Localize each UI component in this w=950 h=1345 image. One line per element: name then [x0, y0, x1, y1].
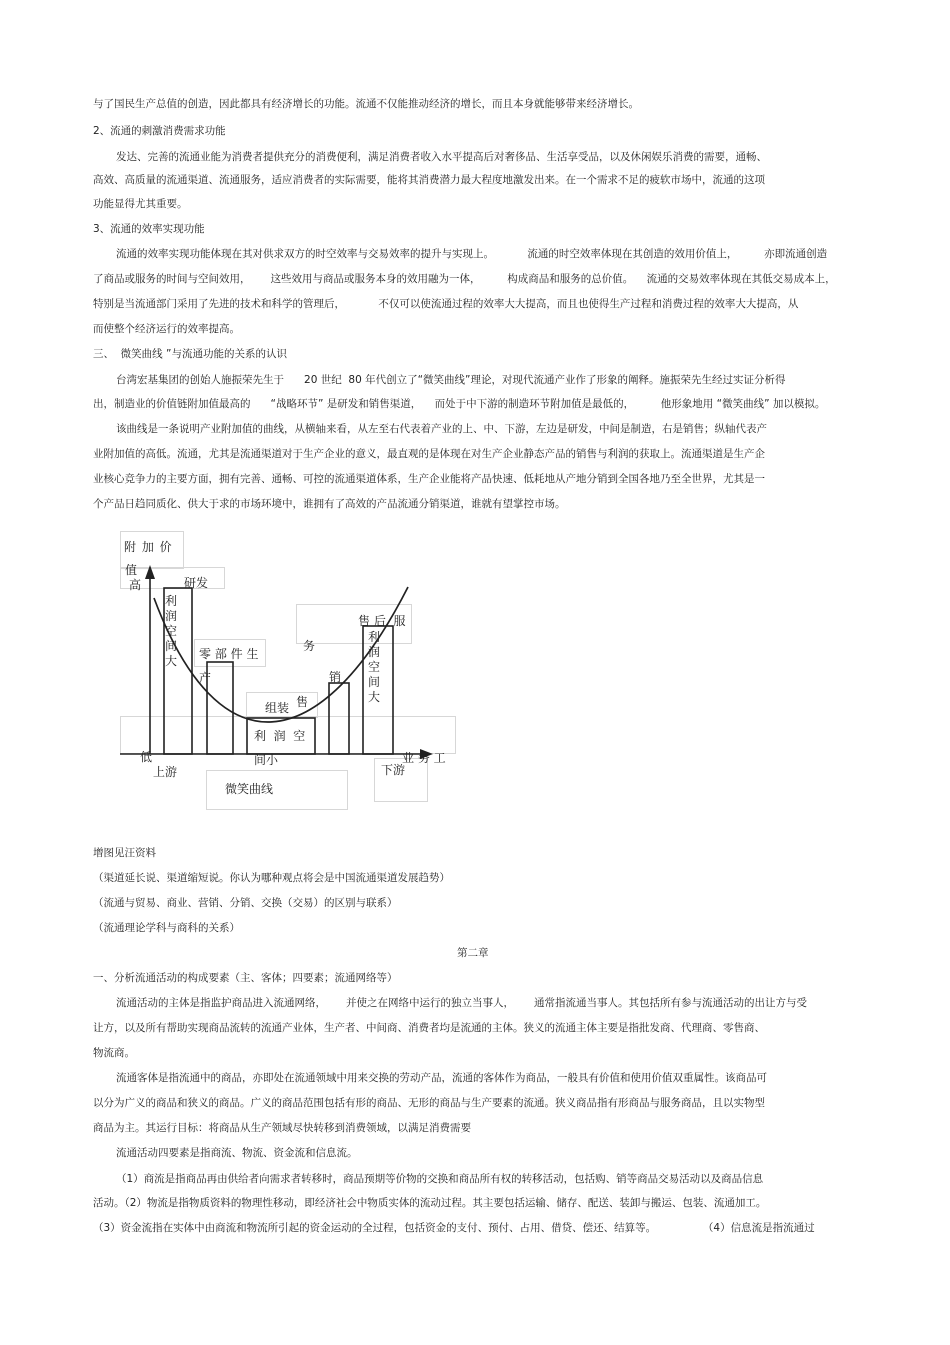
text-line: 以分为广义的商品和狭义的商品。广义的商品范围包括有形的商品、无形的商品与生产要素的流通。狭义商品指有形商品与服务商品，且以实物型 — [93, 1097, 765, 1109]
text-line: 该曲线是一条说明产业附加值的曲线，从横轴来看，从左至右代表着产业的上、中、下游，左边是研发，中间是制造，右是销售；纵轴代表产 — [116, 423, 767, 435]
text-line: 台湾宏基集团的创始人施振荣先生于 20 世纪 80 年代创立了“微笑曲线”理论，对现代流通产业作了形象的阐释。施振荣先生经过实证分析得 — [116, 374, 786, 386]
text-line: （1）商流是指商品再由供给者向需求者转移时，商品预期等价物的交换和商品所有权的转移活动，包括购、销等商品交易活动以及商品信息 — [116, 1173, 764, 1185]
low-label: 低 — [140, 750, 153, 764]
text-line: 业核心竞争力的主要方面，拥有完善、通畅、可控的流通渠道体系，生产企业能将产品快速、低耗地从产地分销到全国各地乃至全世界，尤其是一 — [93, 473, 765, 485]
text-line: 出，制造业的价值链附加值最高的 “战略环节” 是研发和销售渠道， 而处于中下游的制造环节附加值是最低的， 他形象地用 “微笑曲线” 加以模拟。 — [93, 398, 826, 410]
text-line: 特别是当流通部门采用了先进的技术和科学的管理后， 不仅可以使流通过程的效率大大提高，而且也使得生产过程和消费过程的效率大大提高，从 — [93, 298, 799, 310]
text-line: 商品为主。其运行目标：将商品从生产领域尽快转移到消费领域，以满足消费需要 — [93, 1122, 471, 1134]
text-line: 流通客体是指流通中的商品，亦即处在流通领域中用来交换的劳动产品，流通的客体作为商品，一般具有价值和使用价值双重属性。该商品可 — [116, 1072, 767, 1084]
parts-label-cont: 产 — [199, 671, 212, 685]
text-line: 了商品或服务的时间与空间效用， 这些效用与商品或服务本身的效用融为一体， 构成商品和服务的总价值。 流通的交易效率体现在其低交易成本上， — [93, 273, 836, 285]
text-line: 流通的效率实现功能体现在其对供求双方的时空效率与交易效率的提升与实现上。 流通的时空效率体现在其创造的效用价值上， 亦即流通创造 — [116, 248, 828, 260]
x-axis-title: 业 务 工 — [402, 751, 446, 765]
assembly-label: 组装 — [265, 701, 290, 715]
text-line: 流通活动的主体是指监护商品进入流通网络， 并使之在网络中运行的独立当事人， 通常指流通当事人。其包括所有参与流通活动的出让方与受 — [116, 997, 808, 1009]
upstream-label: 上游 — [153, 765, 178, 779]
text-line: 流通活动四要素是指商流、物流、资金流和信息流。 — [116, 1147, 358, 1159]
text-line: 与了国民生产总值的创造，因此都具有经济增长的功能。流通不仅能推动经济的增长，而且本身就能够带来经济增长。 — [93, 98, 639, 110]
service-label: 务 — [303, 639, 316, 653]
right-profit-label: 利润空间大 — [367, 630, 380, 704]
low-profit-label: 利 润 空 — [254, 729, 306, 743]
sell-label: 售 — [296, 695, 309, 709]
text-line: 高效、高质量的流通渠道、流通服务，适应消费者的实际需要，能将其消费潜力最大程度地激发出来。在一个需求不足的疲软市场中，流通的这项 — [93, 174, 765, 186]
downstream-label: 下游 — [381, 763, 406, 777]
low-profit-label-cont: 间小 — [254, 753, 279, 767]
diagram-caption: 微笑曲线 — [225, 782, 274, 796]
text-line: 功能显得尤其重要。 — [93, 198, 188, 210]
y-axis-title: 附 加 价 — [124, 540, 173, 554]
text-line: 物流商。 — [93, 1047, 135, 1059]
text-line: 活动。（2）物流是指物质资料的物理性移动，即经济社会中物质实体的流动过程。其主要包括运输、储存、配送、装卸与搬运、包装、流通加工。 — [93, 1197, 767, 1209]
text-line: （流通理论学科与商科的关系） — [93, 922, 240, 934]
parts-label: 零 部 件 生 — [199, 647, 259, 661]
section-heading: 一、分析流通活动的构成要素（主、客体；四要素；流通网络等） — [93, 972, 398, 984]
section-heading: 三、 微笑曲线 ”与流通功能的关系的认识 — [93, 348, 287, 360]
text-line: 让方，以及所有帮助实现商品流转的流通产业体，生产者、中间商、消费者均是流通的主体。狭义的流通主体主要是指批发商、代理商、零售商、 — [93, 1022, 765, 1034]
section-heading: 3、流通的效率实现功能 — [93, 223, 205, 235]
text-line: 发达、完善的流通业能为消费者提供充分的消费便利，满足消费者收入水平提高后对奢侈品、生活享受品，以及休闲娱乐消费的需要，通畅、 — [116, 151, 767, 163]
text-line: 个产品日趋同质化、供大于求的市场环境中，谁拥有了高效的产品流通分销渠道，谁就有望掌控市场。 — [93, 498, 566, 510]
rd-profit-label: 利润空间大 — [164, 594, 177, 668]
after-sales-label: 售 后 服 — [358, 614, 406, 628]
chapter-title: 第二章 — [457, 947, 489, 959]
text-line: （流通与贸易、商业、营销、分销、交换（交易）的区别与联系） — [93, 897, 398, 909]
section-heading: 2、流通的刺激消费需求功能 — [93, 125, 226, 137]
sales-label: 销 — [329, 670, 342, 684]
text-line: 增图见汪资料 — [93, 847, 156, 859]
text-line: 而使整个经济运行的效率提高。 — [93, 323, 240, 335]
y-axis-arrow — [145, 565, 155, 579]
text-line: 业附加值的高低。流通，尤其是流通渠道对于生产企业的意义，最直观的是体现在对生产企业静态产品的销售与利润的获取上。流通渠道是生产企 — [93, 448, 765, 460]
rd-label: 研发 — [184, 576, 209, 590]
text-line: （渠道延长说、渠道缩短说。你认为哪种观点将会是中国流通渠道发展趋势） — [93, 872, 450, 884]
y-axis-title-cont: 值 — [125, 563, 138, 577]
text-line: （3）资金流指在实体中由商流和物流所引起的资金运动的全过程，包括资金的支付、预付、占用、借贷、偿还、结算等。 （4）信息流是指流通过 — [93, 1222, 815, 1234]
high-label: 高 — [129, 578, 142, 592]
